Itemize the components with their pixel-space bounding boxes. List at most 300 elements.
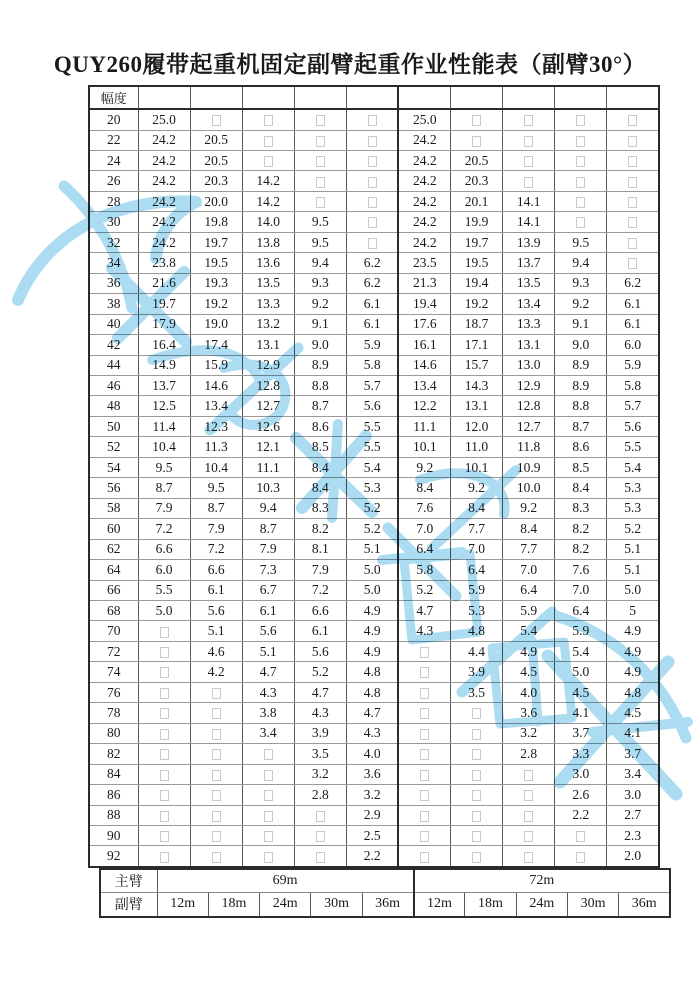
load-cell: 3.6 — [346, 764, 398, 784]
load-cell: 5.9 — [346, 335, 398, 355]
load-cell: 9.1 — [555, 314, 607, 334]
load-cell: 20.5 — [451, 151, 503, 171]
load-cell: 9.2 — [398, 457, 450, 477]
load-cell: 13.9 — [503, 232, 555, 252]
empty-placeholder — [316, 197, 325, 208]
load-cell: 12.8 — [503, 396, 555, 416]
load-cell: 12.8 — [242, 375, 294, 395]
empty-placeholder — [472, 729, 481, 740]
load-cell — [138, 682, 190, 702]
load-cell: 20.1 — [451, 191, 503, 211]
table-row — [89, 539, 659, 559]
radius-cell: 66 — [89, 580, 138, 600]
load-cell: 4.7 — [346, 703, 398, 723]
table-row — [89, 498, 659, 518]
load-cell: 14.9 — [138, 355, 190, 375]
load-cell: 13.3 — [242, 294, 294, 314]
load-cell: 24.2 — [138, 171, 190, 191]
load-chart-table — [88, 85, 660, 868]
empty-placeholder — [368, 217, 377, 228]
empty-placeholder — [420, 811, 429, 822]
load-cell: 15.9 — [190, 355, 242, 375]
load-cell: 9.4 — [294, 253, 346, 273]
load-cell — [555, 171, 607, 191]
load-cell: 5.3 — [607, 498, 659, 518]
empty-placeholder — [212, 831, 221, 842]
load-cell: 6.1 — [346, 314, 398, 334]
load-cell — [242, 130, 294, 150]
radius-cell: 70 — [89, 621, 138, 641]
table-row — [89, 519, 659, 539]
load-cell: 7.2 — [294, 580, 346, 600]
load-cell: 5.4 — [607, 457, 659, 477]
radius-cell: 26 — [89, 171, 138, 191]
jib-length-cell: 18m — [208, 892, 259, 917]
load-cell: 6.2 — [346, 273, 398, 293]
empty-placeholder — [160, 749, 169, 760]
load-cell — [242, 785, 294, 805]
load-cell: 4.9 — [607, 621, 659, 641]
load-cell: 10.0 — [503, 478, 555, 498]
load-cell — [503, 825, 555, 845]
load-cell: 6.2 — [346, 253, 398, 273]
load-cell: 7.0 — [503, 560, 555, 580]
empty-placeholder — [472, 852, 481, 863]
radius-cell: 28 — [89, 191, 138, 211]
load-cell: 7.0 — [555, 580, 607, 600]
load-cell: 21.3 — [398, 273, 450, 293]
load-cell: 7.3 — [242, 560, 294, 580]
load-cell: 9.5 — [555, 232, 607, 252]
load-cell: 20.3 — [451, 171, 503, 191]
table-row — [89, 723, 659, 743]
table-row — [89, 232, 659, 252]
load-cell — [398, 641, 450, 661]
load-cell: 9.2 — [503, 498, 555, 518]
radius-cell: 72 — [89, 641, 138, 661]
load-cell: 4.1 — [555, 703, 607, 723]
load-cell: 7.9 — [190, 519, 242, 539]
load-cell: 9.5 — [294, 232, 346, 252]
empty-placeholder — [524, 790, 533, 801]
load-cell — [346, 109, 398, 130]
empty-placeholder — [524, 177, 533, 188]
load-cell: 24.2 — [398, 191, 450, 211]
load-cell: 6.4 — [398, 539, 450, 559]
load-cell — [190, 764, 242, 784]
empty-placeholder — [524, 852, 533, 863]
main-boom-length-69: 69m — [157, 869, 414, 892]
load-cell: 10.4 — [190, 457, 242, 477]
empty-placeholder — [160, 831, 169, 842]
load-cell — [346, 191, 398, 211]
load-cell: 3.7 — [607, 744, 659, 764]
load-cell — [503, 151, 555, 171]
empty-placeholder — [524, 770, 533, 781]
load-cell — [294, 191, 346, 211]
table-row — [89, 109, 659, 130]
load-cell: 3.9 — [294, 723, 346, 743]
load-cell — [503, 764, 555, 784]
load-cell: 8.1 — [294, 539, 346, 559]
load-cell: 8.6 — [294, 416, 346, 436]
load-cell — [607, 130, 659, 150]
header-empty-cell — [190, 86, 242, 109]
empty-placeholder — [576, 156, 585, 167]
load-cell: 5.5 — [138, 580, 190, 600]
load-cell — [190, 723, 242, 743]
load-cell: 4.9 — [346, 641, 398, 661]
load-cell — [190, 703, 242, 723]
empty-placeholder — [524, 136, 533, 147]
load-cell — [555, 151, 607, 171]
load-cell: 5.3 — [346, 478, 398, 498]
header-empty-cell — [555, 86, 607, 109]
load-cell: 3.7 — [555, 723, 607, 743]
empty-placeholder — [472, 831, 481, 842]
load-cell: 12.3 — [190, 416, 242, 436]
load-cell: 12.7 — [242, 396, 294, 416]
empty-placeholder — [420, 852, 429, 863]
load-cell — [398, 846, 450, 867]
load-cell: 13.5 — [242, 273, 294, 293]
load-cell — [607, 232, 659, 252]
load-cell: 9.5 — [294, 212, 346, 232]
load-cell — [190, 682, 242, 702]
radius-cell: 32 — [89, 232, 138, 252]
load-cell: 3.4 — [242, 723, 294, 743]
load-cell: 9.0 — [294, 335, 346, 355]
load-cell — [242, 744, 294, 764]
empty-placeholder — [160, 811, 169, 822]
load-cell: 13.2 — [242, 314, 294, 334]
load-cell: 14.2 — [242, 191, 294, 211]
empty-placeholder — [160, 852, 169, 863]
load-cell: 6.1 — [607, 294, 659, 314]
load-cell — [451, 785, 503, 805]
load-cell: 10.1 — [398, 437, 450, 457]
empty-placeholder — [472, 136, 481, 147]
load-cell: 12.2 — [398, 396, 450, 416]
radius-cell: 24 — [89, 151, 138, 171]
empty-placeholder — [628, 238, 637, 249]
empty-placeholder — [316, 136, 325, 147]
load-cell — [294, 171, 346, 191]
table-row — [89, 437, 659, 457]
load-cell: 13.1 — [503, 335, 555, 355]
radius-cell: 62 — [89, 539, 138, 559]
load-cell: 5.2 — [398, 580, 450, 600]
load-cell: 12.9 — [242, 355, 294, 375]
load-cell: 8.3 — [555, 498, 607, 518]
empty-placeholder — [420, 729, 429, 740]
load-cell: 5.1 — [242, 641, 294, 661]
load-cell: 24.2 — [398, 171, 450, 191]
load-cell: 5.8 — [607, 375, 659, 395]
load-cell — [607, 253, 659, 273]
empty-placeholder — [628, 115, 637, 126]
boom-config-table — [99, 868, 671, 918]
load-cell — [190, 805, 242, 825]
empty-placeholder — [160, 790, 169, 801]
load-cell: 7.0 — [398, 519, 450, 539]
load-cell — [398, 703, 450, 723]
empty-placeholder — [368, 177, 377, 188]
load-cell: 8.2 — [555, 519, 607, 539]
load-cell: 4.8 — [346, 662, 398, 682]
load-cell: 5.0 — [346, 560, 398, 580]
load-cell: 9.2 — [555, 294, 607, 314]
load-cell: 5.8 — [398, 560, 450, 580]
load-cell: 3.0 — [555, 764, 607, 784]
radius-cell: 86 — [89, 785, 138, 805]
empty-placeholder — [576, 852, 585, 863]
load-cell: 20.5 — [190, 151, 242, 171]
load-cell: 3.9 — [451, 662, 503, 682]
load-cell: 5.0 — [138, 600, 190, 620]
load-cell — [242, 764, 294, 784]
empty-placeholder — [316, 156, 325, 167]
table-row — [89, 846, 659, 867]
load-cell: 4.0 — [503, 682, 555, 702]
jib-length-cell: 24m — [516, 892, 567, 917]
table-row — [89, 130, 659, 150]
load-cell: 4.8 — [607, 682, 659, 702]
load-cell — [138, 785, 190, 805]
table-row — [89, 621, 659, 641]
load-cell: 19.4 — [398, 294, 450, 314]
load-cell: 19.0 — [190, 314, 242, 334]
radius-cell: 34 — [89, 253, 138, 273]
load-cell: 8.3 — [294, 498, 346, 518]
load-cell — [451, 109, 503, 130]
load-cell: 24.2 — [398, 151, 450, 171]
main-boom-label: 主臂 — [100, 869, 157, 892]
load-cell: 5.5 — [346, 416, 398, 436]
load-cell — [607, 171, 659, 191]
empty-placeholder — [212, 729, 221, 740]
load-cell: 6.1 — [346, 294, 398, 314]
load-cell: 20.5 — [190, 130, 242, 150]
empty-placeholder — [212, 770, 221, 781]
empty-placeholder — [420, 667, 429, 678]
load-cell: 13.4 — [503, 294, 555, 314]
load-cell: 5.9 — [451, 580, 503, 600]
empty-placeholder — [576, 136, 585, 147]
table-row — [89, 151, 659, 171]
load-cell: 9.4 — [555, 253, 607, 273]
empty-placeholder — [264, 156, 273, 167]
empty-placeholder — [420, 647, 429, 658]
load-cell: 13.6 — [242, 253, 294, 273]
load-cell — [294, 151, 346, 171]
load-cell: 19.7 — [451, 232, 503, 252]
load-cell: 5.1 — [190, 621, 242, 641]
main-table-body — [89, 86, 659, 867]
load-cell — [138, 825, 190, 845]
table-row — [89, 764, 659, 784]
empty-placeholder — [212, 852, 221, 863]
load-cell: 5.6 — [346, 396, 398, 416]
empty-placeholder — [524, 831, 533, 842]
radius-cell: 42 — [89, 335, 138, 355]
load-cell: 8.6 — [555, 437, 607, 457]
load-cell: 13.0 — [503, 355, 555, 375]
table-row — [89, 457, 659, 477]
load-cell: 5.7 — [607, 396, 659, 416]
load-cell — [398, 662, 450, 682]
load-cell: 19.2 — [190, 294, 242, 314]
load-cell: 6.7 — [242, 580, 294, 600]
load-cell: 6.1 — [190, 580, 242, 600]
empty-placeholder — [472, 790, 481, 801]
load-cell — [555, 846, 607, 867]
load-cell: 6.4 — [555, 600, 607, 620]
load-cell — [607, 191, 659, 211]
load-cell: 5.3 — [607, 478, 659, 498]
empty-placeholder — [316, 831, 325, 842]
load-cell: 5.5 — [346, 437, 398, 457]
radius-cell: 40 — [89, 314, 138, 334]
empty-placeholder — [264, 831, 273, 842]
load-cell — [138, 703, 190, 723]
radius-cell: 22 — [89, 130, 138, 150]
load-cell: 3.2 — [503, 723, 555, 743]
table-row — [89, 580, 659, 600]
load-cell: 5.7 — [346, 375, 398, 395]
load-cell: 12.6 — [242, 416, 294, 436]
table-row — [89, 744, 659, 764]
load-cell: 3.3 — [555, 744, 607, 764]
empty-placeholder — [264, 770, 273, 781]
load-cell — [451, 744, 503, 764]
jib-length-cell: 24m — [260, 892, 311, 917]
empty-placeholder — [576, 197, 585, 208]
load-cell: 19.8 — [190, 212, 242, 232]
load-cell: 2.2 — [555, 805, 607, 825]
load-cell: 2.8 — [294, 785, 346, 805]
table-row — [89, 703, 659, 723]
load-cell — [294, 109, 346, 130]
load-cell: 4.5 — [607, 703, 659, 723]
empty-placeholder — [576, 177, 585, 188]
radius-cell: 90 — [89, 825, 138, 845]
load-cell: 11.4 — [138, 416, 190, 436]
load-cell: 8.9 — [555, 355, 607, 375]
empty-placeholder — [212, 749, 221, 760]
radius-header-cell: 幅度 — [89, 86, 138, 109]
load-cell: 9.2 — [451, 478, 503, 498]
load-cell: 24.2 — [398, 212, 450, 232]
load-cell: 23.8 — [138, 253, 190, 273]
load-cell: 3.0 — [607, 785, 659, 805]
load-cell: 13.4 — [190, 396, 242, 416]
load-cell: 17.9 — [138, 314, 190, 334]
load-cell — [346, 212, 398, 232]
empty-placeholder — [420, 831, 429, 842]
load-cell: 7.0 — [451, 539, 503, 559]
load-cell: 6.1 — [607, 314, 659, 334]
empty-placeholder — [160, 647, 169, 658]
empty-placeholder — [160, 688, 169, 699]
load-cell — [607, 109, 659, 130]
header-empty-cell — [294, 86, 346, 109]
load-cell — [607, 151, 659, 171]
load-cell — [398, 744, 450, 764]
empty-placeholder — [368, 156, 377, 167]
load-cell: 5.0 — [607, 580, 659, 600]
load-cell — [503, 109, 555, 130]
load-cell: 12.0 — [451, 416, 503, 436]
empty-placeholder — [160, 729, 169, 740]
load-cell: 5.5 — [607, 437, 659, 457]
load-cell — [138, 723, 190, 743]
jib-length-cell: 18m — [465, 892, 516, 917]
load-cell: 5.6 — [242, 621, 294, 641]
load-cell: 7.7 — [451, 519, 503, 539]
load-cell: 18.7 — [451, 314, 503, 334]
load-cell: 8.7 — [294, 396, 346, 416]
empty-placeholder — [628, 197, 637, 208]
empty-placeholder — [212, 708, 221, 719]
load-cell: 5.6 — [607, 416, 659, 436]
load-cell: 2.2 — [346, 846, 398, 867]
load-cell: 4.9 — [346, 600, 398, 620]
load-cell: 2.3 — [607, 825, 659, 845]
radius-cell: 58 — [89, 498, 138, 518]
load-cell: 4.7 — [294, 682, 346, 702]
load-cell: 4.3 — [346, 723, 398, 743]
load-cell — [555, 109, 607, 130]
load-cell: 5.9 — [555, 621, 607, 641]
load-cell: 5.2 — [346, 519, 398, 539]
table-row — [89, 600, 659, 620]
load-cell: 4.9 — [607, 662, 659, 682]
load-cell: 8.8 — [555, 396, 607, 416]
load-cell: 4.9 — [346, 621, 398, 641]
load-cell — [190, 109, 242, 130]
load-cell: 7.6 — [555, 560, 607, 580]
load-cell: 7.6 — [398, 498, 450, 518]
load-cell: 7.2 — [138, 519, 190, 539]
load-cell: 14.3 — [451, 375, 503, 395]
load-cell — [138, 662, 190, 682]
load-cell: 17.4 — [190, 335, 242, 355]
load-cell: 5.9 — [607, 355, 659, 375]
load-cell: 24.2 — [138, 212, 190, 232]
load-cell — [138, 805, 190, 825]
load-cell: 2.7 — [607, 805, 659, 825]
empty-placeholder — [472, 811, 481, 822]
header-empty-cell — [138, 86, 190, 109]
load-cell: 5.4 — [503, 621, 555, 641]
load-cell: 20.3 — [190, 171, 242, 191]
radius-cell: 74 — [89, 662, 138, 682]
load-cell: 19.3 — [190, 273, 242, 293]
load-cell: 5.1 — [607, 539, 659, 559]
load-cell: 3.5 — [294, 744, 346, 764]
load-cell: 3.6 — [503, 703, 555, 723]
empty-placeholder — [264, 115, 273, 126]
load-cell: 10.4 — [138, 437, 190, 457]
empty-placeholder — [264, 136, 273, 147]
load-cell — [451, 764, 503, 784]
load-cell: 9.5 — [190, 478, 242, 498]
load-cell: 6.1 — [242, 600, 294, 620]
load-cell: 5.8 — [346, 355, 398, 375]
load-cell: 10.3 — [242, 478, 294, 498]
table-row — [89, 785, 659, 805]
